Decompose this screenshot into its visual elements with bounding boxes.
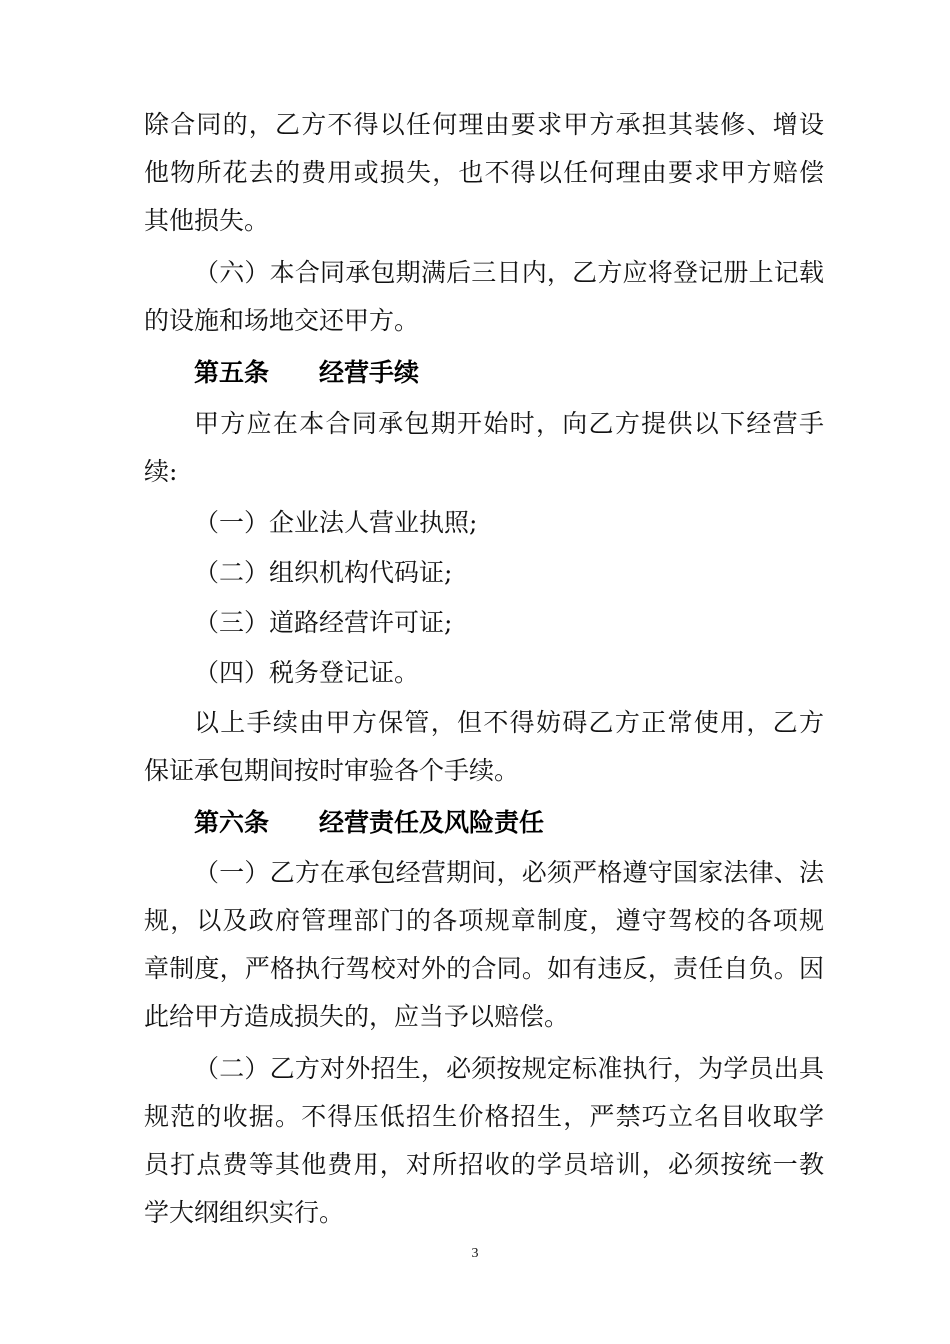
- article-heading: [194, 806, 544, 840]
- paragraph-line: （二）乙方对外招生，必须按规定标准执行，为学员出具: [194, 1054, 824, 1083]
- paragraph-line: （一）乙方在承包经营期间，必须严格遵守国家法律、法: [194, 858, 824, 887]
- paragraph-line: 的设施和场地交还甲方。: [144, 306, 420, 335]
- list-item: （一）企业法人营业执照;: [194, 508, 478, 537]
- paragraph-line: 规范的收据。不得压低招生价格招生，严禁巧立名目收取学: [144, 1102, 824, 1131]
- paragraph-line: （六）本合同承包期满后三日内，乙方应将登记册上记载: [194, 258, 824, 287]
- paragraph-line: 员打点费等其他费用，对所招收的学员培训，必须按统一教: [144, 1150, 824, 1179]
- article-number: 第五条: [194, 358, 270, 387]
- article-title: 经营手续: [319, 358, 420, 387]
- paragraph-line: 他物所花去的费用或损失，也不得以任何理由要求甲方赔偿: [144, 158, 824, 187]
- paragraph-line: 甲方应在本合同承包期开始时，向乙方提供以下经营手: [194, 409, 824, 438]
- paragraph-line: 学大纲组织实行。: [144, 1198, 345, 1227]
- list-item: （二）组织机构代码证;: [194, 558, 453, 587]
- list-item: （三）道路经营许可证;: [194, 608, 453, 637]
- paragraph-line: 以上手续由甲方保管，但不得妨碍乙方正常使用，乙方: [194, 708, 824, 737]
- list-item: （四）税务登记证。: [194, 658, 420, 687]
- article-title: 经营责任及风险责任: [319, 808, 545, 837]
- paragraph-line: 规，以及政府管理部门的各项规章制度，遵守驾校的各项规: [144, 906, 824, 935]
- paragraph-line: 其他损失。: [144, 206, 270, 235]
- paragraph-line: 章制度，严格执行驾校对外的合同。如有违反，责任自负。因: [144, 954, 824, 983]
- paragraph-line: 续:: [144, 457, 178, 486]
- paragraph-line: 此给甲方造成损失的，应当予以赔偿。: [144, 1002, 570, 1031]
- page-number: 3: [471, 1246, 479, 1261]
- article-heading: [194, 356, 419, 390]
- article-number: 第六条: [194, 808, 270, 837]
- paragraph-line: 除合同的，乙方不得以任何理由要求甲方承担其装修、增设: [144, 110, 824, 139]
- paragraph-line: 保证承包期间按时审验各个手续。: [144, 756, 520, 785]
